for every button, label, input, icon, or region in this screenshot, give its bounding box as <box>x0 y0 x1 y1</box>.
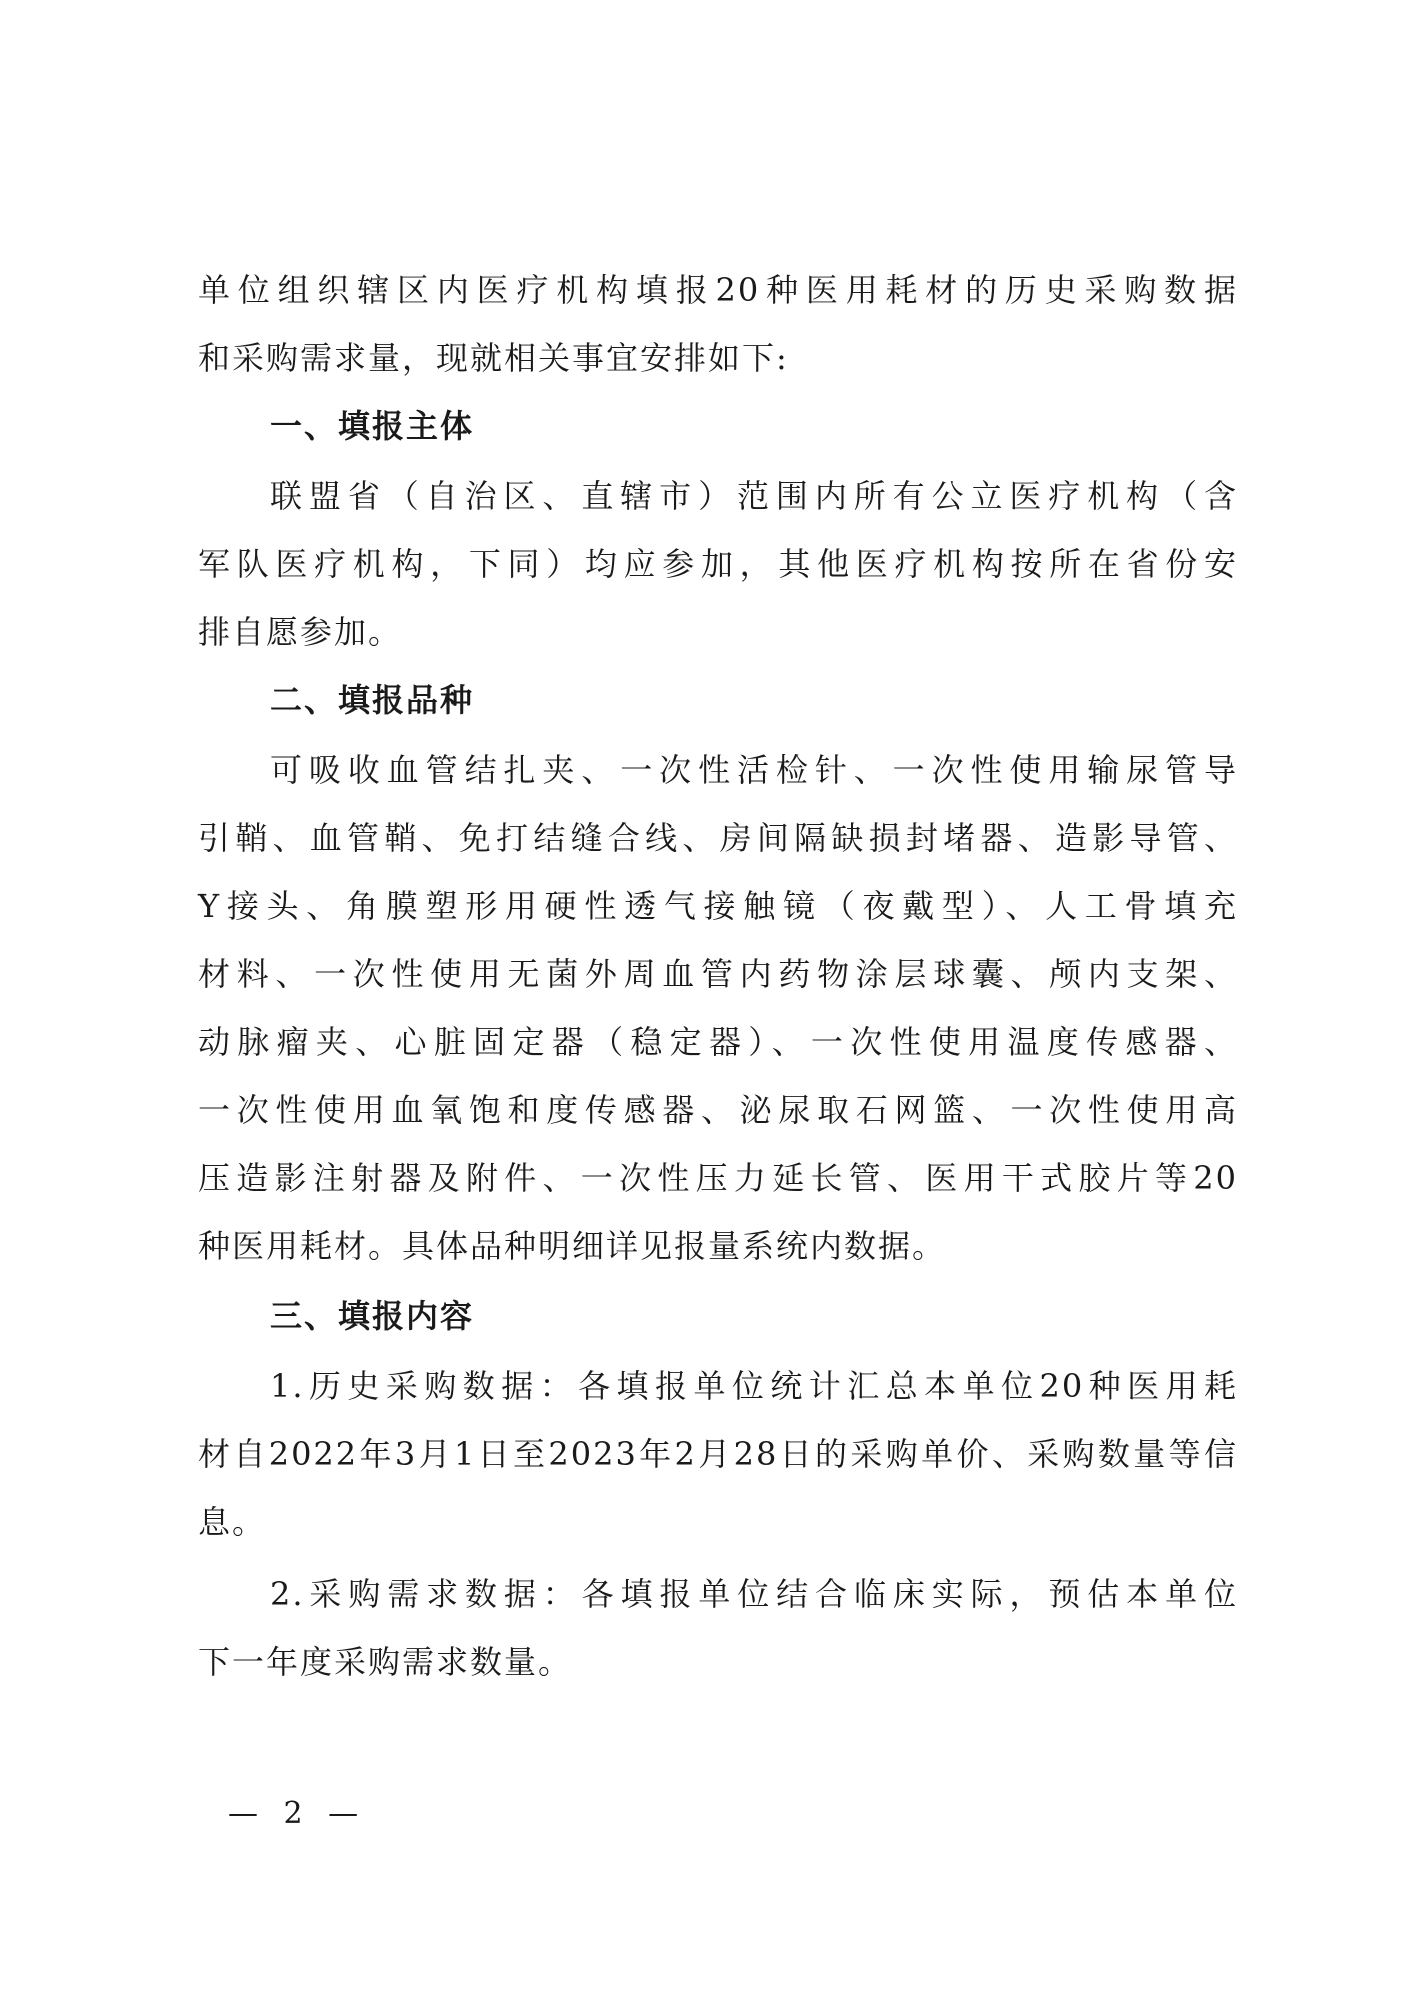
paragraph-line: 和采购需求量，现就相关事宜安排如下: <box>198 339 789 377</box>
paragraph-line: 材自2022年3月1日至2023年2月28日的采购单价、采购数量等信 <box>198 1435 1238 1473</box>
section-heading-3: 三、填报内容 <box>270 1297 475 1335</box>
paragraph-line: 息。 <box>198 1503 267 1541</box>
paragraph-line: 下一年度采购需求数量。 <box>198 1643 573 1681</box>
paragraph-line: 引鞘、血管鞘、免打结缝合线、房间隔缺损封堵器、造影导管、 <box>198 819 1238 857</box>
paragraph-line: 排自愿参加。 <box>198 613 403 651</box>
section-heading-1: 一、填报主体 <box>270 407 475 445</box>
paragraph-line: 种医用耗材。具体品种明细详见报量系统内数据。 <box>198 1227 947 1265</box>
paragraph-line: Y接头、角膜塑形用硬性透气接触镜（夜戴型）、人工骨填充 <box>198 887 1238 925</box>
section-heading-2: 二、填报品种 <box>270 681 475 719</box>
paragraph-line: 单位组织辖区内医疗机构填报20种医用耗材的历史采购数据 <box>198 271 1238 309</box>
paragraph-line: 材料、一次性使用无菌外周血管内药物涂层球囊、颅内支架、 <box>198 955 1238 993</box>
page-number: — 2 — <box>228 1796 367 1831</box>
paragraph-line: 可吸收血管结扎夹、一次性活检针、一次性使用输尿管导 <box>270 751 1238 789</box>
paragraph-line: 2.采购需求数据：各填报单位结合临床实际，预估本单位 <box>270 1575 1238 1613</box>
paragraph-line: 一次性使用血氧饱和度传感器、泌尿取石网篮、一次性使用高 <box>198 1091 1238 1129</box>
paragraph-line: 联盟省（自治区、直辖市）范围内所有公立医疗机构（含 <box>270 477 1238 515</box>
paragraph-line: 军队医疗机构，下同）均应参加，其他医疗机构按所在省份安 <box>198 545 1238 583</box>
paragraph-line: 压造影注射器及附件、一次性压力延长管、医用干式胶片等20 <box>198 1159 1238 1197</box>
paragraph-line: 动脉瘤夹、心脏固定器（稳定器）、一次性使用温度传感器、 <box>198 1023 1238 1061</box>
paragraph-line: 1.历史采购数据：各填报单位统计汇总本单位20种医用耗 <box>270 1367 1238 1405</box>
